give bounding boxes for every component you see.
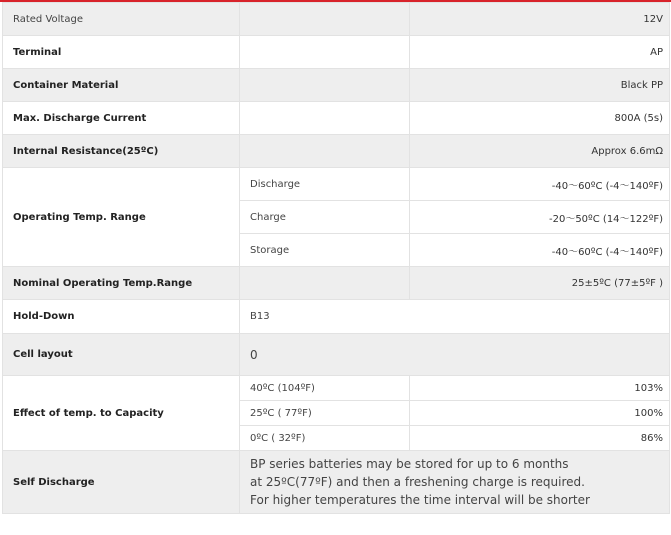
sub-label: Discharge <box>240 168 410 201</box>
row-label: Self Discharge <box>3 451 240 514</box>
row-value-paragraph <box>240 451 670 514</box>
table-row-max-discharge <box>3 102 670 135</box>
sub-label: 25ºC ( 77ºF) <box>240 401 410 426</box>
row-value: 86% <box>410 426 670 451</box>
empty-cell <box>240 3 410 36</box>
row-value: AP <box>410 36 670 69</box>
paragraph-line: BP series batteries may be stored for up to 6 months <box>250 457 569 471</box>
row-label: Internal Resistance(25ºC) <box>3 135 240 168</box>
row-label: Max. Discharge Current <box>3 102 240 135</box>
row-label: Hold-Down <box>3 300 240 334</box>
row-value: 0 <box>240 334 670 376</box>
table-row-container-material <box>3 69 670 102</box>
row-value: 25±5ºC (77±5ºF ) <box>410 267 670 300</box>
row-label: Container Material <box>3 69 240 102</box>
sub-label: Charge <box>240 201 410 234</box>
row-value: -40～60ºC (-4～140ºF) <box>410 234 670 267</box>
row-value: 12V <box>410 3 670 36</box>
row-value: 800A (5s) <box>410 102 670 135</box>
empty-cell <box>240 267 410 300</box>
sub-label: 40ºC (104ºF) <box>240 376 410 401</box>
row-value: B13 <box>240 300 670 334</box>
row-label: Cell layout <box>3 334 240 376</box>
table-row-cell-layout <box>3 334 670 376</box>
sub-label: Storage <box>240 234 410 267</box>
sub-label: 0ºC ( 32ºF) <box>240 426 410 451</box>
table-row-rated-voltage <box>3 3 670 36</box>
table-row-terminal <box>3 36 670 69</box>
row-value: 100% <box>410 401 670 426</box>
row-value: Black PP <box>410 69 670 102</box>
paragraph-line: For higher temperatures the time interval will be shorter <box>250 493 590 507</box>
spec-table <box>2 2 670 514</box>
row-label: Rated Voltage <box>3 3 240 36</box>
row-label: Operating Temp. Range <box>3 168 240 267</box>
table-row-operating-temp-discharge <box>3 168 670 201</box>
table-row-hold-down <box>3 300 670 334</box>
empty-cell <box>240 135 410 168</box>
row-value: -20～50ºC (14～122ºF) <box>410 201 670 234</box>
row-value: Approx 6.6mΩ <box>410 135 670 168</box>
row-label: Effect of temp. to Capacity <box>3 376 240 451</box>
paragraph-line: at 25ºC(77ºF) and then a freshening charge is required. <box>250 475 585 489</box>
empty-cell <box>240 102 410 135</box>
row-value: 103% <box>410 376 670 401</box>
table-row-internal-resistance <box>3 135 670 168</box>
row-label: Terminal <box>3 36 240 69</box>
empty-cell <box>240 69 410 102</box>
table-row-capacity-40c <box>3 376 670 401</box>
row-value: -40～60ºC (-4～140ºF) <box>410 168 670 201</box>
empty-cell <box>240 36 410 69</box>
table-row-self-discharge <box>3 451 670 514</box>
table-row-nominal-temp <box>3 267 670 300</box>
row-label: Nominal Operating Temp.Range <box>3 267 240 300</box>
